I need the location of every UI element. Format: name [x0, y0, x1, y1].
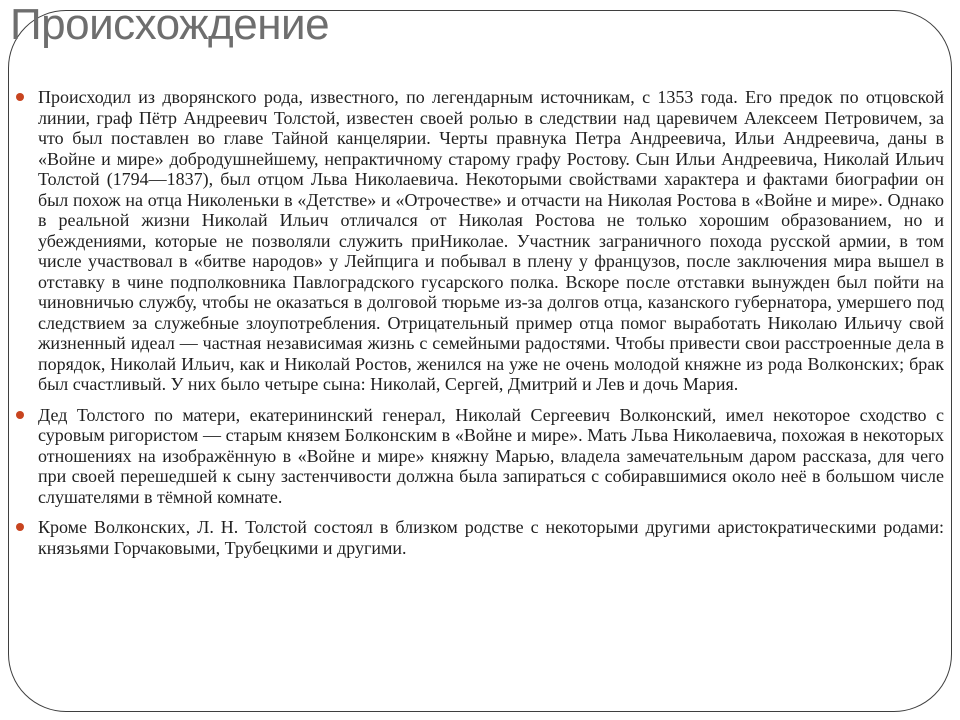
bullet-text: Происходил из дворянского рода, известного, по легендарным источникам, с 1353 года. Его предок по отцовской линии, граф Пётр Андреевич Толстой, известен своей ролью в следствии над царевичем Алексеем Петровичем, за что был поставлен во главе Тайной канцелярии. Черты правнука Петра Андреевича, Ильи Андреевича, даны в «Войне и мире» добродушнейшему, непрактичному старому графу Ростову. Сын Ильи Андреевича, Николай Ильич Толстой (1794—1837), был отцом Льва Николаевича. Некоторыми свойствами характера и фактами биографии он был похож на отца Николеньки в «Детстве» и «Отрочестве» и отчасти на Николая Ростова в «Войне и мире». Однако в реальной жизни Николай Ильич отличался от Николая Ростова не только хорошим образованием, но и убеждениями, которые не позволяли служить приНиколае. Участник заграничного похода русской армии, в том числе участвовал в «битве народов» у Лейпцига и побывал в плену у французов, после заключения мира вышел в отставку в чине подполковника Павлоградского гусарского полка. Вскоре после отставки вынужден был пойти на чиновничью службу, чтобы не оказаться в долговой тюрьме из-за долгов отца, казанского губернатора, умершего под следствием за служебные злоупотребления. Отрицательный пример отца помог выработать Николаю Ильичу свой жизненный идеал — частная независимая жизнь с семейными радостями. Чтобы привести свои расстроенные дела в порядок, Николай Ильич, как и Николай Ростов, женился на уже не очень молодой княжне из рода Волконских; брак был счастливый. У них было четыре сына: Николай, Сергей, Дмитрий и Лев и дочь Мария. — [38, 87, 944, 394]
bullet-text: Кроме Волконских, Л. Н. Толстой состоял в близком родстве с некоторыми другими аристократическими родами: князьями Горчаковыми, Трубецкими и другими. — [38, 517, 944, 558]
bullet-icon — [16, 523, 24, 531]
bullet-item — [14, 87, 944, 395]
bullet-item — [14, 405, 944, 508]
bullet-item — [14, 517, 944, 558]
slide-title: Происхождение — [10, 0, 330, 49]
bullet-list — [14, 87, 944, 568]
bullet-icon — [16, 93, 24, 101]
bullet-icon — [16, 411, 24, 419]
bullet-text: Дед Толстого по матери, екатерининский генерал, Николай Сергеевич Волконский, имел некоторое сходство с суровым ригористом — старым князем Болконским в «Войне и мире». Мать Льва Николаевича, похожая в некоторых отношениях на изображённую в «Войне и мире» княжну Марью, владела замечательным даром рассказа, для чего при своей перешедшей к сыну застенчивости должна была запираться с собиравшимися около неё в большом числе слушателями в тёмной комнате. — [38, 404, 944, 507]
